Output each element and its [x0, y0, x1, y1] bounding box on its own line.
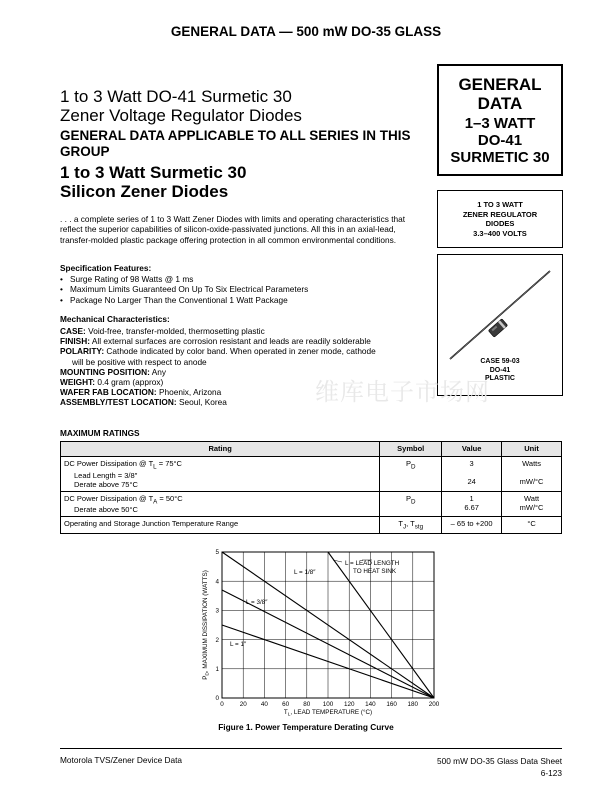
rating-cell: Operating and Storage Junction Temperature Range: [61, 517, 380, 534]
case-line2: DO-41: [489, 366, 511, 374]
case-line1: CASE 59-03: [480, 358, 520, 365]
box2-line1: 1 TO 3 WATT: [477, 200, 523, 209]
table-header-row: [61, 442, 562, 457]
unit-cell: Watts mW/°C: [502, 457, 562, 492]
rating-cell: DC Power Dissipation @ $T_A = 50^\circ C$ Derate above 50°C: [61, 491, 380, 517]
figure-caption: Figure 1. Power Temperature Derating Curve: [218, 722, 394, 732]
title-line2: Zener Voltage Regulator Diodes: [60, 106, 302, 125]
case-line3: PLASTIC: [485, 375, 515, 383]
derating-chart: [190, 544, 460, 720]
box1-line5: SURMETIC 30: [450, 149, 550, 166]
y-axis-label: $P_D$, MAXIMUM DISSIPATION (WATTS): [202, 570, 211, 680]
spec-features-list: [60, 274, 430, 305]
x-tick-label: 180: [407, 701, 419, 708]
y-tick-label: 1: [215, 666, 219, 673]
value-cell: – 65 to +200: [442, 517, 502, 534]
mech-assembly: ASSEMBLY/TEST LOCATION: Seoul, Korea: [60, 397, 227, 408]
list-item: • Package No Larger Than the Conventional 1 Watt Package: [60, 295, 430, 305]
title-line1: 1 to 3 Watt DO-41 Surmetic 30: [60, 87, 292, 106]
footer-left-text: Motorola TVS/Zener Device Data: [60, 755, 183, 765]
mech-case: CASE: Void-free, transfer-molded, thermosetting plastic: [60, 326, 265, 336]
box2-line3: DIODES: [485, 219, 515, 228]
list-item: • Maximum Limits Guaranteed On Up To Six Electrical Parameters: [60, 284, 430, 294]
x-tick-label: 60: [282, 701, 290, 708]
general-applicable-heading: GENERAL DATA APPLICABLE TO ALL SERIES IN THIS GROUP: [60, 128, 411, 159]
intro-paragraph: . . . a complete series of 1 to 3 Watt Zener Diodes with limits and operating characteristics that reflect the superior capabilities of silicon-oxide-passivated junctions. All this in an axial-lead, transfer-molded plastic package offering protection in all common environmental conditions.: [60, 214, 406, 245]
rating-cell: DC Power Dissipation @ $T_L = 75^\circ C$ Lead Length = 3/8″ Derate above 75°C: [61, 457, 380, 492]
col-unit: Unit: [502, 442, 562, 457]
col-rating: Rating: [61, 442, 380, 457]
table-row: [61, 491, 562, 517]
y-tick-label: 4: [215, 578, 219, 586]
col-symbol: Symbol: [380, 442, 442, 457]
spec-features-heading: Specification Features:: [60, 263, 152, 273]
zener-regulator-box: [437, 190, 563, 248]
series-title: [60, 163, 420, 201]
footer-page-number: 6-123: [540, 768, 562, 778]
annotation-lead-length-1: L = LEAD LENGTH: [345, 560, 400, 567]
symbol-cell: $P_D$: [380, 457, 442, 492]
footer-divider: [60, 748, 562, 749]
watermark-text: 维库电子市场网: [315, 378, 490, 406]
max-ratings-table: [60, 441, 562, 534]
x-tick-label: 100: [322, 701, 334, 708]
annotation-l-3-8: L = 3/8″: [246, 599, 268, 606]
footer-datasheet: 500 mW DO-35 Glass Data Sheet: [437, 756, 562, 766]
box1-line2: DATA: [477, 94, 523, 113]
box2-line4: 3.3–400 VOLTS: [473, 228, 527, 238]
y-tick-label: 0: [215, 695, 219, 703]
x-tick-label: 40: [260, 701, 268, 708]
x-tick-label: 200: [428, 701, 440, 708]
mechanical-heading: Mechanical Characteristics:: [60, 314, 170, 324]
document-title: [60, 87, 430, 125]
page-header-title: GENERAL DATA — 500 mW DO-35 GLASS: [170, 24, 442, 39]
unit-cell: Watt mW/°C: [502, 491, 562, 517]
general-data-box: [437, 64, 563, 176]
annotation-l-1: L = 1″: [230, 641, 247, 648]
mech-wafer: WAFER FAB LOCATION: Phoenix, Arizona: [60, 387, 222, 398]
annotation-l-1-8: L = 1/8″: [294, 569, 316, 576]
series-title-line2: Silicon Zener Diodes: [60, 182, 229, 201]
mech-mounting: MOUNTING POSITION: Any: [60, 366, 167, 377]
table-row: [61, 517, 562, 534]
value-cell: 3 24: [442, 457, 502, 492]
symbol-cell: $T_J$, $T_{stg}$: [380, 517, 442, 534]
value-cell: 1 6.67: [442, 491, 502, 517]
x-tick-label: 20: [239, 701, 247, 708]
table-row: [61, 457, 562, 492]
annotation-lead-length-2: TO HEAT SINK: [353, 568, 397, 575]
box1-line3: 1–3 WATT: [464, 115, 536, 132]
mech-polarity-cont: will be positive with respect to anode: [72, 356, 207, 367]
series-title-line1: 1 to 3 Watt Surmetic 30: [60, 163, 247, 182]
max-ratings-title: MAXIMUM RATINGS: [60, 428, 140, 438]
x-tick-label: 140: [365, 701, 376, 708]
x-tick-label: 0: [220, 701, 224, 708]
mech-polarity: POLARITY: Cathode indicated by color band. When operated in zener mode, cathode: [60, 346, 376, 357]
x-tick-label: 80: [303, 701, 311, 708]
footer-right-text: [437, 755, 562, 779]
unit-cell: °C: [502, 517, 562, 534]
box2-line2: ZENER REGULATOR: [462, 209, 538, 219]
mech-finish: FINISH: All external surfaces are corrosion resistant and leads are readily solderable: [60, 336, 371, 347]
box1-line4: DO-41: [477, 132, 523, 149]
list-item: • Surge Rating of 98 Watts @ 1 ms: [60, 274, 430, 284]
y-tick-label: 2: [215, 636, 219, 644]
y-tick-label: 3: [215, 607, 219, 615]
box1-line1: GENERAL: [458, 75, 542, 94]
x-tick-label: 160: [386, 701, 397, 708]
col-value: Value: [442, 442, 502, 457]
mech-weight: WEIGHT: 0.4 gram (approx): [60, 377, 164, 388]
x-tick-label: 120: [343, 701, 355, 708]
y-tick-label: 5: [215, 549, 219, 557]
x-axis-label: $T_L$, LEAD TEMPERATURE (°C): [283, 709, 373, 718]
symbol-cell: $P_D$: [380, 491, 442, 517]
